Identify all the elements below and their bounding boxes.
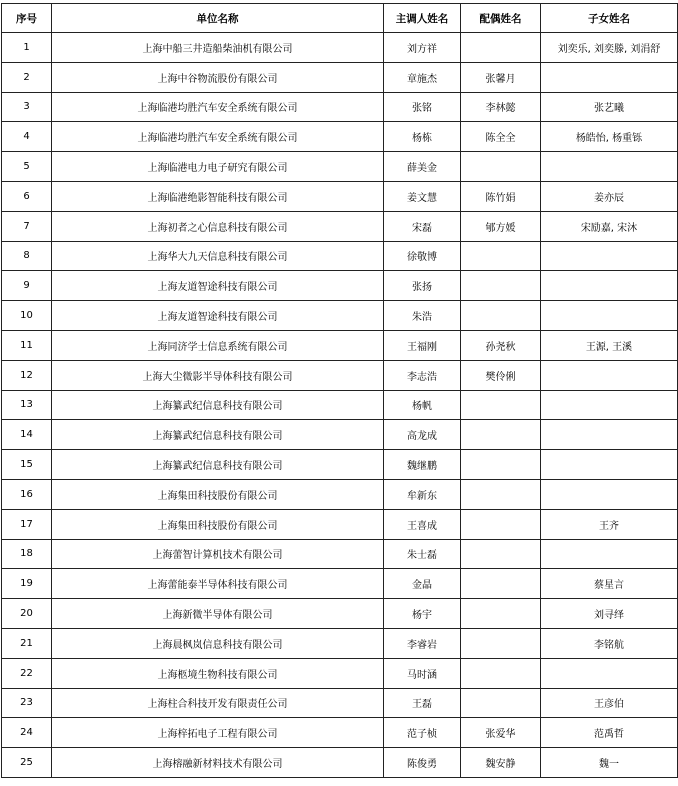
cell-main-person-name: 牟新东 xyxy=(384,479,461,509)
cell-serial-number: 1 xyxy=(2,33,52,63)
cell-children-names: 王齐 xyxy=(541,509,678,539)
cell-children-names: 刘寻绎 xyxy=(541,599,678,629)
cell-main-person-name: 姜文慧 xyxy=(384,181,461,211)
table-row xyxy=(2,92,678,122)
roster-table xyxy=(1,3,678,778)
header-children-names: 子女姓名 xyxy=(541,4,678,33)
cell-serial-number: 20 xyxy=(2,599,52,629)
table-row xyxy=(2,628,678,658)
table-row xyxy=(2,539,678,569)
table-row xyxy=(2,479,678,509)
cell-children-names: 王源, 王溪 xyxy=(541,330,678,360)
cell-children-names xyxy=(541,658,678,688)
cell-children-names: 姜亦辰 xyxy=(541,181,678,211)
cell-main-person-name: 朱士磊 xyxy=(384,539,461,569)
cell-spouse-name xyxy=(461,152,541,182)
cell-main-person-name: 范子桢 xyxy=(384,718,461,748)
cell-main-person-name: 魏继鹏 xyxy=(384,450,461,480)
table-row xyxy=(2,390,678,420)
cell-company-name: 上海同济学士信息系统有限公司 xyxy=(52,330,384,360)
table-row xyxy=(2,569,678,599)
cell-children-names xyxy=(541,539,678,569)
table-row xyxy=(2,241,678,271)
cell-children-names: 蔡星言 xyxy=(541,569,678,599)
table-row xyxy=(2,122,678,152)
cell-spouse-name: 陈全全 xyxy=(461,122,541,152)
cell-spouse-name: 孙尧秋 xyxy=(461,330,541,360)
cell-spouse-name: 李林懿 xyxy=(461,92,541,122)
cell-main-person-name: 徐敬博 xyxy=(384,241,461,271)
cell-spouse-name xyxy=(461,479,541,509)
table-row xyxy=(2,420,678,450)
header-main-person-name: 主调人姓名 xyxy=(384,4,461,33)
cell-main-person-name: 杨宇 xyxy=(384,599,461,629)
cell-company-name: 上海蕾智计算机技术有限公司 xyxy=(52,539,384,569)
cell-company-name: 上海纂武纪信息科技有限公司 xyxy=(52,420,384,450)
cell-spouse-name xyxy=(461,569,541,599)
cell-company-name: 上海纂武纪信息科技有限公司 xyxy=(52,390,384,420)
header-row xyxy=(2,4,678,33)
table-row xyxy=(2,360,678,390)
cell-main-person-name: 朱浩 xyxy=(384,301,461,331)
cell-main-person-name: 李睿岩 xyxy=(384,628,461,658)
cell-company-name: 上海梓拓电子工程有限公司 xyxy=(52,718,384,748)
cell-spouse-name xyxy=(461,599,541,629)
cell-serial-number: 23 xyxy=(2,688,52,718)
cell-company-name: 上海集田科技股份有限公司 xyxy=(52,509,384,539)
cell-serial-number: 12 xyxy=(2,360,52,390)
cell-main-person-name: 陈俊勇 xyxy=(384,748,461,778)
cell-children-names: 张艺曦 xyxy=(541,92,678,122)
cell-company-name: 上海中谷物流股份有限公司 xyxy=(52,62,384,92)
cell-main-person-name: 薛美金 xyxy=(384,152,461,182)
cell-company-name: 上海柱合科技开发有限责任公司 xyxy=(52,688,384,718)
table-row xyxy=(2,658,678,688)
cell-spouse-name xyxy=(461,539,541,569)
cell-spouse-name xyxy=(461,301,541,331)
cell-company-name: 上海蕾能泰半导体科技有限公司 xyxy=(52,569,384,599)
cell-serial-number: 15 xyxy=(2,450,52,480)
table-row xyxy=(2,450,678,480)
cell-spouse-name xyxy=(461,271,541,301)
table-row xyxy=(2,688,678,718)
cell-children-names xyxy=(541,301,678,331)
cell-main-person-name: 马时涵 xyxy=(384,658,461,688)
cell-company-name: 上海纂武纪信息科技有限公司 xyxy=(52,450,384,480)
cell-company-name: 上海华大九天信息科技有限公司 xyxy=(52,241,384,271)
cell-spouse-name xyxy=(461,241,541,271)
cell-main-person-name: 高龙成 xyxy=(384,420,461,450)
cell-serial-number: 13 xyxy=(2,390,52,420)
cell-serial-number: 2 xyxy=(2,62,52,92)
cell-spouse-name xyxy=(461,390,541,420)
cell-serial-number: 10 xyxy=(2,301,52,331)
cell-children-names xyxy=(541,62,678,92)
table-row xyxy=(2,748,678,778)
cell-children-names: 宋励嘉, 宋沐 xyxy=(541,211,678,241)
cell-company-name: 上海友道智途科技有限公司 xyxy=(52,301,384,331)
cell-serial-number: 25 xyxy=(2,748,52,778)
cell-serial-number: 21 xyxy=(2,628,52,658)
table-row xyxy=(2,509,678,539)
cell-serial-number: 8 xyxy=(2,241,52,271)
table-row xyxy=(2,599,678,629)
cell-children-names xyxy=(541,420,678,450)
cell-company-name: 上海新微半导体有限公司 xyxy=(52,599,384,629)
cell-main-person-name: 杨栋 xyxy=(384,122,461,152)
cell-children-names: 刘奕乐, 刘奕滕, 刘涓舒 xyxy=(541,33,678,63)
cell-serial-number: 11 xyxy=(2,330,52,360)
cell-serial-number: 4 xyxy=(2,122,52,152)
cell-company-name: 上海初者之心信息科技有限公司 xyxy=(52,211,384,241)
cell-serial-number: 16 xyxy=(2,479,52,509)
cell-main-person-name: 王喜成 xyxy=(384,509,461,539)
cell-spouse-name xyxy=(461,33,541,63)
cell-main-person-name: 刘方祥 xyxy=(384,33,461,63)
cell-main-person-name: 金晶 xyxy=(384,569,461,599)
cell-main-person-name: 宋磊 xyxy=(384,211,461,241)
cell-children-names xyxy=(541,152,678,182)
table-header xyxy=(2,4,678,33)
cell-children-names xyxy=(541,450,678,480)
cell-children-names: 范禹哲 xyxy=(541,718,678,748)
cell-main-person-name: 章施杰 xyxy=(384,62,461,92)
cell-children-names xyxy=(541,271,678,301)
cell-company-name: 上海晨枫岚信息科技有限公司 xyxy=(52,628,384,658)
cell-company-name: 上海临港均胜汽车安全系统有限公司 xyxy=(52,92,384,122)
header-serial-number: 序号 xyxy=(2,4,52,33)
cell-spouse-name: 张爱华 xyxy=(461,718,541,748)
table-row xyxy=(2,271,678,301)
cell-company-name: 上海榕融新材料技术有限公司 xyxy=(52,748,384,778)
cell-children-names: 魏一 xyxy=(541,748,678,778)
cell-spouse-name: 魏安静 xyxy=(461,748,541,778)
cell-serial-number: 6 xyxy=(2,181,52,211)
header-spouse-name: 配偶姓名 xyxy=(461,4,541,33)
cell-company-name: 上海柩境生物科技有限公司 xyxy=(52,658,384,688)
table-row xyxy=(2,33,678,63)
cell-children-names xyxy=(541,479,678,509)
cell-main-person-name: 张扬 xyxy=(384,271,461,301)
cell-company-name: 上海友道智途科技有限公司 xyxy=(52,271,384,301)
cell-main-person-name: 张铭 xyxy=(384,92,461,122)
cell-serial-number: 3 xyxy=(2,92,52,122)
cell-spouse-name: 陈竹娟 xyxy=(461,181,541,211)
cell-serial-number: 9 xyxy=(2,271,52,301)
cell-main-person-name: 李志浩 xyxy=(384,360,461,390)
table-body xyxy=(2,33,678,778)
table-row xyxy=(2,62,678,92)
cell-serial-number: 18 xyxy=(2,539,52,569)
cell-serial-number: 22 xyxy=(2,658,52,688)
table-row xyxy=(2,211,678,241)
cell-spouse-name xyxy=(461,658,541,688)
cell-company-name: 上海临港绝影智能科技有限公司 xyxy=(52,181,384,211)
cell-spouse-name xyxy=(461,688,541,718)
cell-company-name: 上海大尘微影半导体科技有限公司 xyxy=(52,360,384,390)
cell-spouse-name xyxy=(461,450,541,480)
cell-company-name: 上海临港均胜汽车安全系统有限公司 xyxy=(52,122,384,152)
table-row xyxy=(2,718,678,748)
table-row xyxy=(2,181,678,211)
table-row xyxy=(2,301,678,331)
cell-spouse-name xyxy=(461,509,541,539)
cell-spouse-name: 郇方媛 xyxy=(461,211,541,241)
cell-serial-number: 7 xyxy=(2,211,52,241)
cell-spouse-name xyxy=(461,420,541,450)
cell-company-name: 上海中船三井造船柴油机有限公司 xyxy=(52,33,384,63)
cell-children-names: 王彦伯 xyxy=(541,688,678,718)
cell-serial-number: 5 xyxy=(2,152,52,182)
table-row xyxy=(2,330,678,360)
cell-spouse-name: 张馨月 xyxy=(461,62,541,92)
header-company-name: 单位名称 xyxy=(52,4,384,33)
cell-children-names: 李铭航 xyxy=(541,628,678,658)
cell-main-person-name: 杨帆 xyxy=(384,390,461,420)
cell-serial-number: 19 xyxy=(2,569,52,599)
cell-main-person-name: 王福刚 xyxy=(384,330,461,360)
cell-serial-number: 24 xyxy=(2,718,52,748)
cell-spouse-name xyxy=(461,628,541,658)
cell-company-name: 上海集田科技股份有限公司 xyxy=(52,479,384,509)
cell-children-names xyxy=(541,241,678,271)
cell-main-person-name: 王磊 xyxy=(384,688,461,718)
table-row xyxy=(2,152,678,182)
cell-spouse-name: 樊伶俐 xyxy=(461,360,541,390)
cell-children-names: 杨皓怡, 杨重铄 xyxy=(541,122,678,152)
cell-serial-number: 14 xyxy=(2,420,52,450)
cell-serial-number: 17 xyxy=(2,509,52,539)
cell-children-names xyxy=(541,390,678,420)
cell-children-names xyxy=(541,360,678,390)
cell-company-name: 上海临港电力电子研究有限公司 xyxy=(52,152,384,182)
